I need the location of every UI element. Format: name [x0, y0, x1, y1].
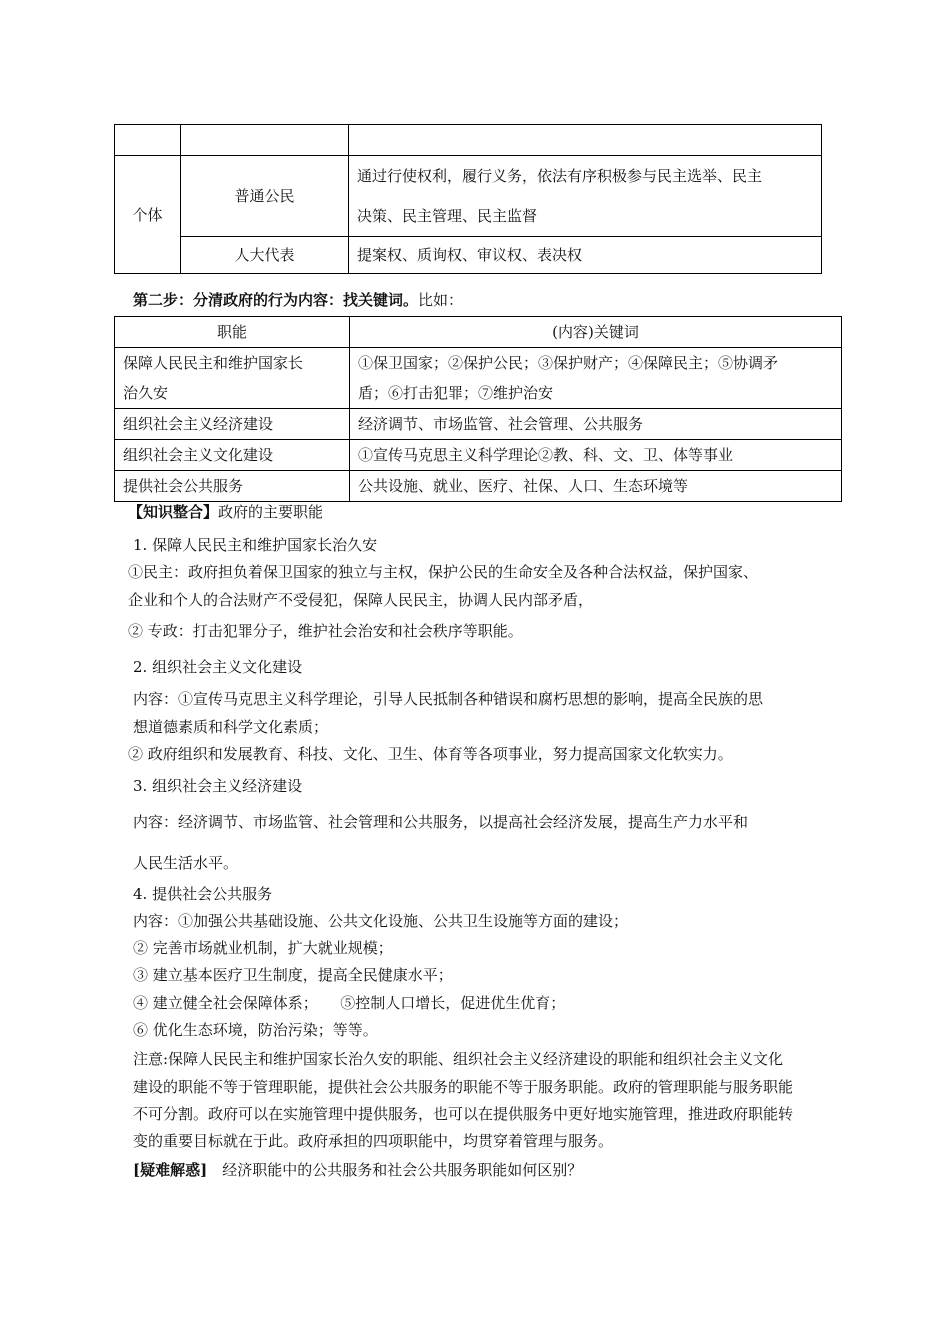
table-row: [115, 348, 842, 409]
cell-line: 治久安: [123, 384, 169, 402]
faq-normal: 经济职能中的公共服务和社会公共服务职能如何区别？: [207, 1161, 583, 1179]
table-row: [115, 125, 822, 156]
cell-line: ①保卫国家；②保护公民；③保护财产；④保障民主；⑤协调矛: [358, 354, 779, 372]
keyword-cell: 公共设施、就业、医疗、社保、人口、生态环境等: [350, 471, 842, 502]
group-label: 个体: [115, 156, 181, 274]
function-cell: [115, 348, 350, 409]
step2-normal: 比如：: [418, 291, 464, 309]
knowledge-normal: 政府的主要职能: [218, 503, 324, 521]
knowledge-bold: 【知识整合】: [128, 503, 219, 521]
body-line: ⑥ 优化生态环境，防治污染；等等。: [133, 1021, 378, 1039]
keyword-cell: [350, 348, 842, 409]
header-cell: 职能: [115, 317, 350, 348]
body-line: ② 完善市场就业机制，扩大就业规模；: [133, 939, 393, 957]
function-cell: 组织社会主义文化建设: [115, 440, 350, 471]
table-row: [115, 156, 822, 237]
table-row: [115, 409, 842, 440]
note-line: 注意:保障人民民主和维护国家长治久安的职能、组织社会主义经济建设的职能和组织社会主义文化: [133, 1050, 784, 1068]
cell-line: 盾；⑥打击犯罪；⑦维护治安: [358, 384, 554, 402]
table-cell: [349, 125, 822, 156]
content-cell: 提案权、质询权、审议权、表决权: [349, 237, 822, 274]
functions-table: [114, 316, 842, 502]
body-line: ② 政府组织和发展教育、科技、文化、卫生、体育等各项事业，努力提高国家文化软实力。: [128, 745, 733, 763]
table-row: [115, 471, 842, 502]
cell-line: 保障人民民主和维护国家长: [123, 354, 304, 372]
table-row: [115, 440, 842, 471]
knowledge-heading: [128, 501, 323, 522]
section-title: 2. 组织社会主义文化建设: [133, 658, 303, 676]
body-line: ①民主：政府担负着保卫国家的独立与主权，保护公民的生命安全及各种合法权益，保护国家、: [128, 563, 759, 581]
body-line: ③ 建立基本医疗卫生制度，提高全民健康水平；: [133, 966, 453, 984]
section-title: 1. 保障人民民主和维护国家长治久安: [133, 536, 378, 554]
header-cell: (内容)关键词: [350, 317, 842, 348]
function-cell: 组织社会主义经济建设: [115, 409, 350, 440]
content-cell: [349, 156, 822, 237]
role-cell: 人大代表: [181, 237, 349, 274]
content-line: 决策、民主管理、民主监督: [357, 207, 538, 225]
note-line: 变的重要目标就在于此。政府承担的四项职能中，均贯穿着管理与服务。: [133, 1132, 614, 1150]
note-line: 建设的职能不等于管理职能，提供社会公共服务的职能不等于服务职能。政府的管理职能与服务职能: [133, 1078, 794, 1096]
section-title: 4. 提供社会公共服务: [133, 885, 273, 903]
step2-bold: 第二步：分清政府的行为内容：找关键词。: [133, 291, 419, 309]
function-cell: 提供社会公共服务: [115, 471, 350, 502]
body-line: ② 专政：打击犯罪分子，维护社会治安和社会秩序等职能。: [128, 622, 523, 640]
keyword-cell: ①宣传马克思主义科学理论②教、科、文、卫、体等事业: [350, 440, 842, 471]
body-line: ④ 建立健全社会保障体系； ⑤控制人口增长，促进优生优育；: [133, 994, 566, 1012]
step2-heading: [133, 289, 463, 310]
section-title: 3. 组织社会主义经济建设: [133, 777, 303, 795]
body-line: 企业和个人的合法财产不受侵犯，保障人民民主，协调人民内部矛盾，: [128, 591, 594, 609]
faq-bold: [疑难解惑]: [133, 1161, 208, 1179]
faq-line: [133, 1159, 582, 1180]
body-line: 人民生活水平。: [133, 854, 239, 872]
content-line: 通过行使权利，履行义务，依法有序积极参与民主选举、民主: [357, 167, 763, 185]
body-line: 内容：①加强公共基础设施、公共文化设施、公共卫生设施等方面的建设；: [133, 912, 629, 930]
body-line: 内容：经济调节、市场监管、社会管理和公共服务，以提高社会经济发展，提高生产力水平和: [133, 813, 749, 831]
body-line: 想道德素质和科学文化素质；: [133, 718, 329, 736]
body-line: 内容：①宣传马克思主义科学理论，引导人民抵制各种错误和腐朽思想的影响，提高全民族的思: [133, 690, 764, 708]
table-cell: [115, 125, 181, 156]
participation-table: [114, 124, 822, 274]
keyword-cell: 经济调节、市场监管、社会管理、公共服务: [350, 409, 842, 440]
table-header-row: [115, 317, 842, 348]
table-row: [115, 237, 822, 274]
role-cell: 普通公民: [181, 156, 349, 237]
note-line: 不可分割。政府可以在实施管理中提供服务，也可以在提供服务中更好地实施管理，推进政府职能转: [133, 1105, 794, 1123]
table-cell: [181, 125, 349, 156]
